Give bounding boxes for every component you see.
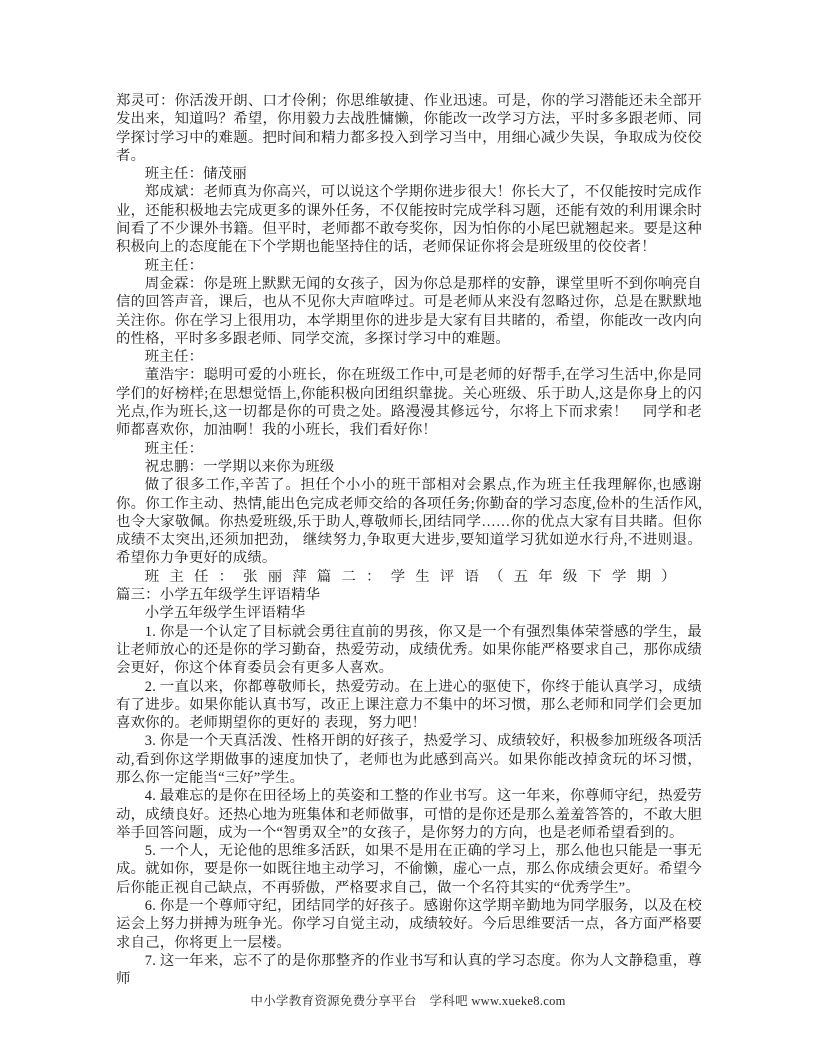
paragraph-comment-zhengchengbin: 郑成斌：老师真为你高兴，可以说这个学期你进步很大！你长大了，不仅能按时完成作业，还能积极地去完成更多的课外任务，不仅能按时完成学科习题，还能有效的利用课余时间看了不少课外书籍。但平时，老师都不敢夸奖你，因为怕你的小尾巴就翘起来。要是这种积极向上的态度能在下个学期也能坚持住的话，老师保证你将会是班级里的佼佼者！ (116, 184, 702, 256)
paragraph-section-two-heading: 班主任：张丽萍篇二：学生评语（五年级下学期） (144, 568, 686, 585)
paragraph-comment-zhoujinlin: 周金霖：你是班上默默无闻的女孩子，因为你总是那样的安静，课堂里听不到你响亮自信的回答声音，课后，也从不见你大声喧哗过。可是老师从来没有忽略过你，总是在默默地关注你。你在学习上很用功，本学期里你的进步是大家有目共睹的，希望，你能改一改内向的性格，平时多多跟老师、同学交流，多探讨学习中的难题。 (116, 275, 702, 347)
paragraph-comment-zhuzhongpeng-lead: 祝忠鹏：一学期以来你为班级 (144, 458, 335, 475)
paragraph-item-4: 4. 最难忘的是你在田径场上的英姿和工整的作业书写。这一年来，你尊师守纪，热爱劳动，成绩良好。还热心地为班集体和老师做事，可惜的是你还是那么羞羞答答的，不敢大胆举手回答问题，成为一个“智勇双全”的女孩子，是你努力的方向，也是老师希望看到的。 (116, 788, 702, 841)
paragraph-teacher-signature: 班主任： (144, 440, 204, 457)
paragraph-item-1: 1. 你是一个认定了目标就会勇往直前的男孩，你又是一个有强烈集体荣誉感的学生，最让老师放心的还是你的学习勤奋，热爱劳动，成绩优秀。如果你能严格要求自己，那你成绩会更好，你这个体育委员会有更多人喜欢。 (116, 623, 702, 677)
paragraph-subtitle: 小学五年级学生评语精华 (144, 605, 306, 622)
paragraph-comment-zhuzhongpeng-body: 做了很多工作,辛苦了。担任个小小的班干部相对会累点,作为班主任我理解你,也感谢你。你工作主动、热情,能出色完成老师交给的各项任务;你勤奋的学习态度,俭朴的生活作风,也令大家敬佩。你热爱班级,乐于助人,尊敬师长,团结同学……你的优点大家有目共睹。但你成绩不太突出,还须加把劲， 继续努力,争取更大进步,要知道学习犹如逆水行舟,不进则退。希望你力争更好的成绩。 (116, 477, 702, 567)
paragraph-comment-donghaoyu: 董浩宇：聪明可爱的小班长，你在班级工作中,可是老师的好帮手,在学习生活中,你是同学们的好榜样;在思想觉悟上,你能积极向团组织靠拢。关心班级、乐于助人,这是你身上的闪光点,作为班长,这一切都是你的可贵之处。路漫漫其修远兮，尔将上下而求索！ 同学和老师都喜欢你，加油啊！我的小班长，我们看好你！ (116, 367, 702, 439)
page-footer: 中小学教育资源免费分享平台 学科吧 www.xueke8.com (250, 994, 566, 1008)
paragraph-item-7: 7. 这一年来，忘不了的是你那整齐的作业书写和认真的学习态度。你为人文静稳重，尊师 (116, 952, 702, 988)
paragraph-section-three-heading: 篇三：小学五年级学生评语精华 (116, 587, 321, 604)
paragraph-comment-zhenglingke: 郑灵可：你活泼开朗、口才伶俐；你思维敏捷、作业迅速。可是，你的学习潜能还未全部开发出来，知道吗？希望，你用毅力去战胜慵懒，你能改一改学习方法，平时多多跟老师、同学探讨学习中的难题。把时间和精力都多投入到学习当中，用细心减少失误，争取成为佼佼者。 (116, 93, 702, 164)
paragraph-teacher-signature: 班主任： (144, 257, 204, 274)
paragraph-item-5: 5. 一个人，无论他的思维多活跃，如果不是用在正确的学习上，那么他也只能是一事无成。就如你，要是你一如既往地主动学习，不偷懒，虚心一点，那么你成绩会更好。希望今后你能正视自己缺点，不再骄傲，严格要求自己，做一个名符其实的“优秀学生”。 (116, 843, 702, 896)
paragraph-item-6: 6. 你是一个尊师守纪，团结同学的好孩子。感谢你这学期辛勤地为同学服务，以及在校运会上努力拼搏为班争光。你学习自觉主动，成绩较好。今后思维要活一点，各方面严格要求自己，你将更上一层楼。 (116, 898, 702, 951)
paragraph-teacher-signature: 班主任：储茂丽 (144, 166, 247, 183)
paragraph-teacher-signature: 班主任： (144, 349, 204, 366)
paragraph-item-2: 2. 一直以来，你都尊敬师长，热爱劳动。在上进心的驱使下，你终于能认真学习，成绩有了进步。如果你能认真书写，改正上课注意力不集中的坏习惯，那么老师和同学们会更加喜欢你的。老师期望你的更好的 表现，努力吧！ (116, 678, 702, 732)
document-body (116, 92, 702, 989)
paragraph-item-3: 3. 你是一个天真活泼、性格开朗的好孩子，热爱学习、成绩较好，积极参加班级各项活动,看到你这学期做事的速度加快了，老师也为此感到高兴。如果你能改掉贪玩的坏习惯，那么你一定能当“三好”学生。 (116, 733, 702, 786)
